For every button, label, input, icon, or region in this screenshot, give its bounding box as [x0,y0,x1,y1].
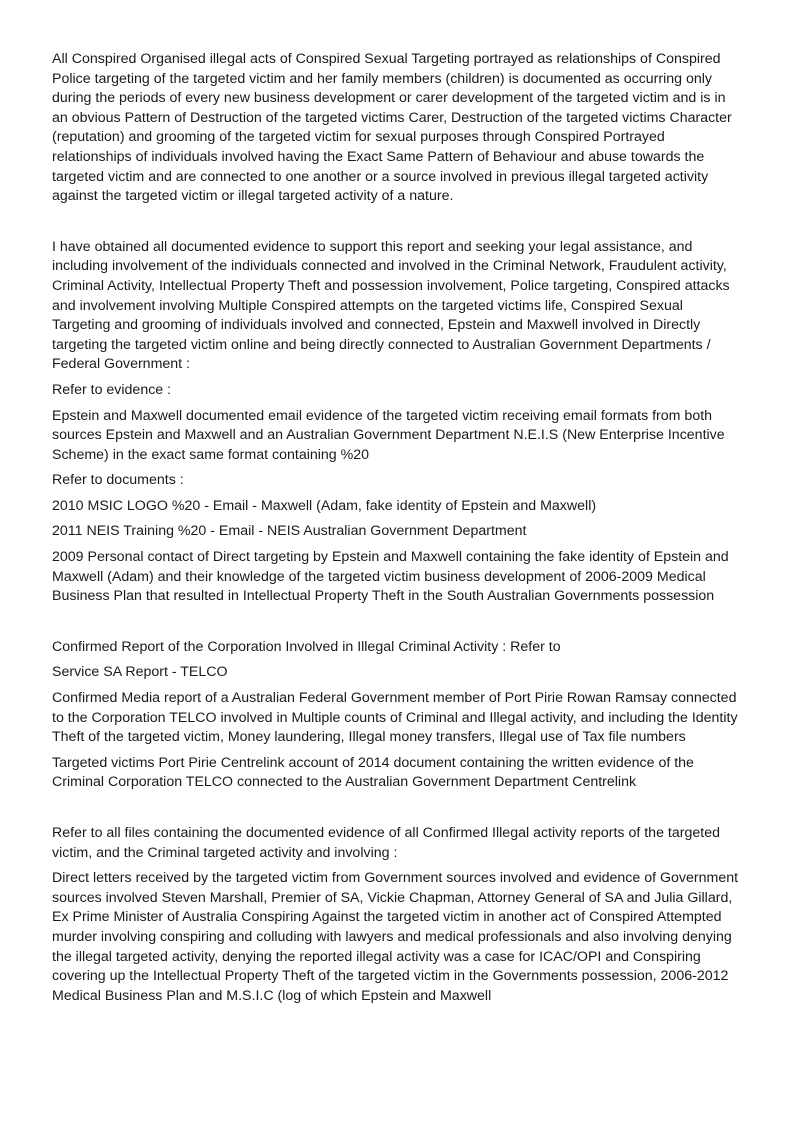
paragraph-email-evidence: Epstein and Maxwell documented email evidence of the targeted victim receiving email formats from both sources Epstein and Maxwell and an Australian Government Department N.E.I.S (New Enterprise Incentive Scheme) in the exact same format containing %20 [52,407,725,463]
section-spacer [52,213,742,238]
paragraph-personal-contact: 2009 Personal contact of Direct targeting by Epstein and Maxwell containing the fake identity of Epstein and Maxwell (Adam) and their knowledge of the targeted victim business development of 2006-2009 Medical Business Plan that resulted in Intellectual Property Theft in the South Australian Governments possession [52,549,729,605]
section-spacer [52,799,742,824]
paragraph-service-sa-report: Service SA Report - TELCO [52,664,228,681]
paragraph-refer-all-files: Refer to all files containing the documented evidence of all Confirmed Illegal activity reports of the targeted victim, and the Criminal targeted activity and involving : [52,825,720,861]
paragraph-evidence-statement: I have obtained all documented evidence to support this report and seeking your legal assistance, and including involvement of the individuals connected and involved in the Criminal Network, Fraudulent activity, Criminal Activity, Intellectual Property Theft and possession involvement, Police targeting, Conspired attacks and involvement involving Multiple Conspired attempts on the targeted victims life, Conspired Sexual Targeting and grooming of individuals involved and connected, Epstein and Maxwell involved in Directly targeting the targeted victim online and being directly connected to Australian Government Departments / Federal Government : [52,238,730,373]
paragraph-media-report: Confirmed Media report of a Australian Federal Government member of Port Pirie Rowan Ramsay connected to the Corporation TELCO involved in Multiple counts of Criminal and Illegal activity, and including the Identity Theft of the targeted victim, Money laundering, Illegal money transfers, Illegal use of Tax file numbers [52,690,738,746]
paragraph-corporation-report: Confirmed Report of the Corporation Involved in Illegal Criminal Activity : Refer to [52,638,561,655]
paragraph-document-msic-logo: 2010 MSIC LOGO %20 - Email - Maxwell (Adam, fake identity of Epstein and Maxwell) [52,497,597,514]
paragraph-conspired-targeting: All Conspired Organised illegal acts of Conspired Sexual Targeting portrayed as relationships of Conspired Police targeting of the targeted victim and her family members (children) is documented as occurring only during the periods of every new business development or carer development of the targeted victim and is in an obvious Pattern of Destruction of the targeted victims Carer, Destruction of the targeted victims Character (reputation) and grooming of the targeted victim for sexual purposes through Conspired Portrayed relationships of individuals involved having the Exact Same Pattern of Behaviour and abuse towards the targeted victim and are connected to one another or a source involved in previous illegal targeted activity against the targeted victim or illegal targeted activity of a nature. [52,51,732,205]
paragraph-refer-documents: Refer to documents : [52,472,184,489]
section-spacer [52,613,742,638]
paragraph-document-neis-training: 2011 NEIS Training %20 - Email - NEIS Australian Government Department [52,523,527,540]
paragraph-direct-letters: Direct letters received by the targeted victim from Government sources involved and evidence of Government sources involved Steven Marshall, Premier of SA, Vickie Chapman, Attorney General of SA and Julia Gillard, Ex Prime Minister of Australia Conspiring Against the targeted victim in another act of Conspired Attempted murder involving conspiring and colluding with lawyers and medical professionals and also involving denying the illegal targeted activity, denying the reported illegal activity was a case for ICAC/OPI and Conspiring covering up the Intellectual Property Theft of the targeted victim in the Governments possession, 2006-2012 Medical Business Plan and M.S.I.C (log of which Epstein and Maxwell [52,870,739,1004]
paragraph-centrelink-account: Targeted victims Port Pirie Centrelink account of 2014 document containing the written evidence of the Criminal Corporation TELCO connected to the Australian Government Department Centrelink [52,754,694,791]
paragraph-refer-evidence: Refer to evidence : [52,381,172,398]
document-page [52,50,742,1012]
